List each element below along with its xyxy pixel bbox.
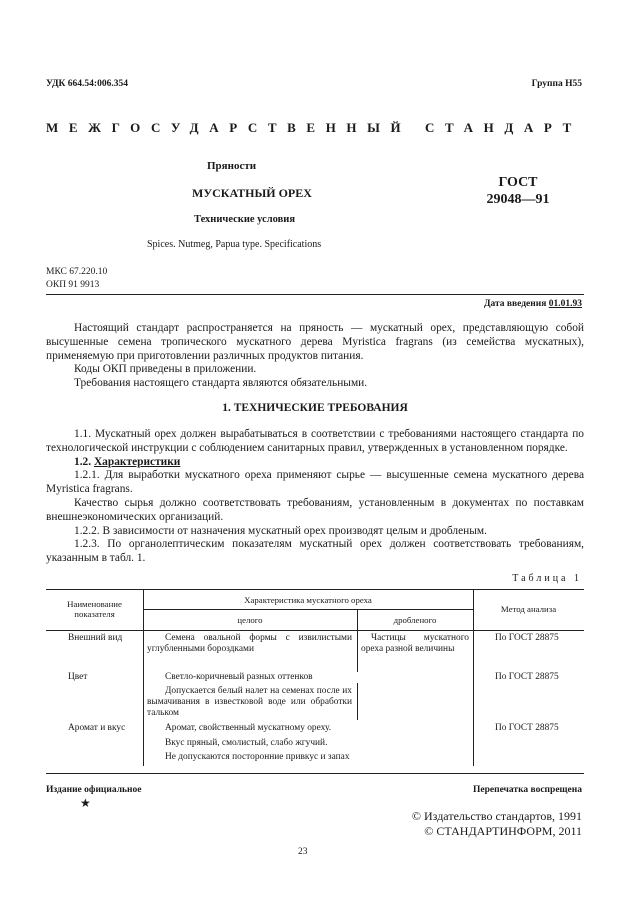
table-body-line-3	[473, 630, 474, 766]
row-1-whole: Семена овальной формы с извилистыми углубленными бороздками	[147, 633, 352, 655]
table-caption: Таблица 1	[512, 573, 582, 584]
intro-date-label: Дата введения	[483, 299, 547, 309]
row-3-taste: Вкус пряный, смолистый, слабо жгучий.	[165, 738, 328, 748]
star-icon: ★	[80, 796, 91, 810]
intro-paragraph-1: Настоящий стандарт распространяется на пряность — мускатный орех, представляющую собой высушенные семена тропического мускатного дерева Myristica fragrans (из семейства мускатных), применяемую при приготовлении различных продуктов питания.	[46, 322, 584, 362]
clause-1-2-number: 1.2.	[74, 455, 92, 468]
row-2-whole-note: Допускается белый налет на семенах после их вымачивания в известковой воде или обработки тальком	[147, 686, 352, 719]
th-method: Метод анализа	[500, 604, 557, 614]
intro-date	[484, 299, 582, 309]
row-1-method: По ГОСТ 28875	[495, 633, 559, 643]
copyright-block	[412, 809, 582, 839]
doc-english-title: Spices. Nutmeg, Papua type. Specifications	[147, 239, 322, 250]
intro-paragraph-3: Требования настоящего стандарта являются обязательными.	[74, 377, 368, 390]
doc-title: МУСКАТНЫЙ ОРЕХ	[192, 186, 312, 200]
section-1-body	[46, 428, 584, 566]
table-body-line-2b	[357, 683, 358, 720]
table-header-split	[143, 609, 473, 610]
doc-subtitle: Технические условия	[194, 214, 296, 225]
clause-1-1: 1.1. Мускатный орех должен вырабатываться в соответствии с требованиями настоящего стандарта по технологической инструкции с соблюдением санитарных правил, утвержденных в установленном порядке.	[46, 428, 584, 454]
row-2-whole: Светло-коричневый разных оттенков	[165, 672, 313, 682]
page-number: 23	[298, 847, 308, 857]
clause-1-2-2: 1.2.2. В зависимости от назначения мускатный орех производят целым и дробленым.	[74, 524, 487, 537]
row-1-crushed: Частицы мускатного ореха разной величины	[361, 633, 469, 655]
gost-label: ГОСТ	[498, 175, 538, 190]
table-body-line-1	[143, 630, 144, 766]
clause-1-2-1: 1.2.1. Для выработки мускатного ореха применяют сырье — высушенные семена мускатного дерева Myristica fragrans.	[46, 469, 584, 496]
mks-code: МКС 67.220.10	[46, 267, 108, 277]
row-3-indicator: Аромат и вкус	[68, 723, 126, 733]
table-body-line-2a	[357, 630, 358, 672]
reprint-notice: Перепечатка воспрещена	[472, 785, 582, 795]
clause-1-2-heading	[46, 456, 584, 470]
udk-code: УДК 664.54:006.354	[46, 79, 128, 89]
clause-1-2-title: Характеристики	[93, 455, 181, 468]
th-indicator: Наименование показателя	[67, 599, 122, 619]
clause-1-2-1-quality: Качество сырья должно соответствовать требованиям, установленным в документах по поставкам внешнеэкономических организаций.	[46, 496, 584, 523]
row-3-method: По ГОСТ 28875	[495, 723, 559, 733]
row-2-method: По ГОСТ 28875	[495, 672, 559, 682]
intro-date-value: 01.01.93	[548, 299, 582, 309]
row-1-indicator: Внешний вид	[68, 633, 123, 643]
group-code: Группа Н55	[531, 79, 582, 89]
copyright-publisher: © Издательство стандартов, 1991	[411, 809, 582, 823]
official-edition: Издание официальное	[46, 785, 142, 795]
table-top-border	[46, 589, 584, 590]
copyright-standartinform: © СТАНДАРТИНФОРМ, 2011	[424, 824, 582, 838]
section-1-title: 1. ТЕХНИЧЕСКИЕ ТРЕБОВАНИЯ	[222, 402, 408, 414]
okp-code: ОКП 91 9913	[46, 280, 100, 290]
gost-number: 29048—91	[486, 192, 550, 207]
th-whole: целого	[237, 615, 263, 625]
table-header-bottom	[46, 630, 584, 631]
row-2-indicator: Цвет	[68, 672, 88, 682]
row-3-foreign: Не допускаются посторонние привкус и запах	[165, 752, 350, 762]
rule-bottom	[46, 773, 584, 774]
rule-top	[46, 294, 584, 295]
intro-text	[46, 322, 584, 391]
th-crushed: дробленого	[393, 615, 437, 625]
th-characteristic: Характеристика мускатного ореха	[244, 595, 372, 605]
clause-1-2-3: 1.2.3. По органолептическим показателям мускатный орех должен соответствовать требованиям, указанным в табл. 1.	[46, 538, 584, 565]
doc-category: Пряности	[207, 160, 257, 172]
gost-designation	[472, 174, 564, 208]
row-3-aroma: Аромат, свойственный мускатному ореху.	[165, 723, 332, 733]
intro-paragraph-2: Коды ОКП приведены в приложении.	[74, 363, 257, 376]
standard-banner: МЕЖГОСУДАРСТВЕННЫЙ СТАНДАРТ	[46, 120, 582, 135]
